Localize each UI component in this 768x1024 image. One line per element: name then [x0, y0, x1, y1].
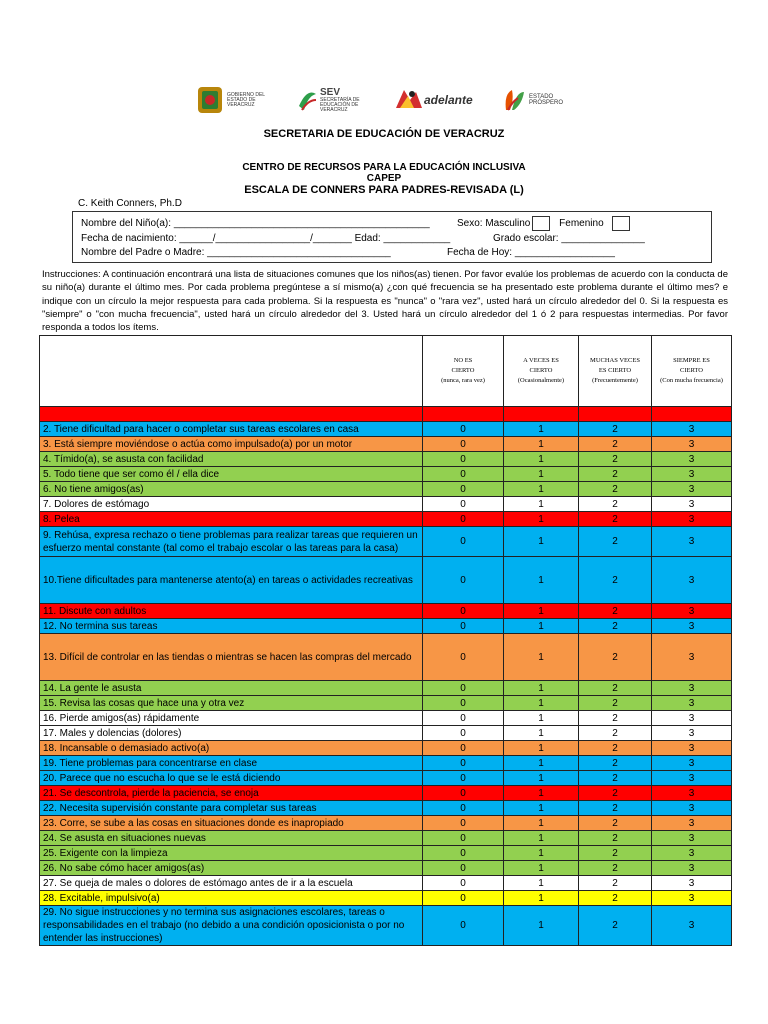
score-option[interactable]: 3: [652, 846, 732, 861]
score-option[interactable]: 3: [652, 422, 732, 437]
score-option[interactable]: 0: [423, 711, 504, 726]
score-option[interactable]: 2: [579, 437, 652, 452]
score-option[interactable]: 1: [504, 786, 579, 801]
score-option[interactable]: 0: [423, 681, 504, 696]
item-text: 3. Está siempre moviéndose o actúa como impulsado(a) por un motor: [40, 437, 423, 452]
score-option[interactable]: 1: [504, 634, 579, 681]
item-text: 12. No termina sus tareas: [40, 619, 423, 634]
table-row: [40, 437, 732, 452]
score-option[interactable]: 0: [423, 512, 504, 527]
score-option[interactable]: 3: [652, 891, 732, 906]
score-option[interactable]: 1: [504, 876, 579, 891]
femenino-checkbox[interactable]: [612, 216, 630, 231]
score-option[interactable]: 0: [423, 786, 504, 801]
score-option[interactable]: 0: [423, 876, 504, 891]
table-row: [40, 876, 732, 891]
item-text: 20. Parece que no escucha lo que se le está diciendo: [40, 771, 423, 786]
score-option[interactable]: 0: [423, 452, 504, 467]
score-option[interactable]: 3: [652, 634, 732, 681]
table-row: [40, 557, 732, 604]
score-option[interactable]: 2: [579, 696, 652, 711]
score-option[interactable]: 1: [504, 711, 579, 726]
score-option[interactable]: 2: [579, 422, 652, 437]
fecha-hoy-field[interactable]: Fecha de Hoy: __________________: [447, 247, 615, 258]
score-option[interactable]: 3: [652, 786, 732, 801]
escala-title: ESCALA DE CONNERS PARA PADRES-REVISADA (L): [244, 184, 524, 196]
score-option[interactable]: 1: [504, 467, 579, 482]
score-option[interactable]: 2: [579, 816, 652, 831]
item-text: 13. Difícil de controlar en las tiendas o mientras se hacen las compras del mercado: [40, 634, 423, 681]
score-option[interactable]: 2: [579, 512, 652, 527]
gobierno-text: GOBIERNO DEL ESTADO DE VERACRUZ: [227, 91, 265, 108]
score-option[interactable]: 0: [423, 497, 504, 512]
score-option[interactable]: 0: [423, 756, 504, 771]
score-option[interactable]: 2: [579, 557, 652, 604]
fecha-nacimiento-field[interactable]: Fecha de nacimiento: ______/_________________/_______ Edad: ____________: [81, 233, 451, 244]
empty-cell: [652, 407, 732, 422]
score-option[interactable]: 0: [423, 861, 504, 876]
table-row: [40, 467, 732, 482]
padre-field[interactable]: Nombre del Padre o Madre: _________________________________: [81, 247, 391, 258]
score-option[interactable]: 0: [423, 482, 504, 497]
sev-logo: [296, 84, 366, 116]
score-option[interactable]: 0: [423, 906, 504, 946]
score-option[interactable]: 1: [504, 891, 579, 906]
item-text: 21. Se descontrola, pierde la paciencia, se enoja: [40, 786, 423, 801]
score-option[interactable]: 2: [579, 527, 652, 557]
table-row: [40, 786, 732, 801]
column-header: NO ES CIERTO (nunca, rara vez): [423, 336, 504, 407]
logo-bar: [196, 84, 596, 118]
score-option[interactable]: 3: [652, 482, 732, 497]
item-text: 9. Rehúsa, expresa rechazo o tiene problemas para realizar tareas que requieren un esfuerzo mental constante (tal como el trabajo escolar o las tareas para la casa): [40, 527, 423, 557]
score-option[interactable]: 1: [504, 831, 579, 846]
capep-heading: CAPEP: [366, 173, 402, 184]
table-row: [40, 681, 732, 696]
score-option[interactable]: 2: [579, 786, 652, 801]
score-option[interactable]: 0: [423, 741, 504, 756]
score-option[interactable]: 3: [652, 452, 732, 467]
score-option[interactable]: 1: [504, 771, 579, 786]
item-text: 15. Revisa las cosas que hace una y otra vez: [40, 696, 423, 711]
score-option[interactable]: 0: [423, 801, 504, 816]
score-option[interactable]: 2: [579, 726, 652, 741]
score-option[interactable]: 3: [652, 711, 732, 726]
score-option[interactable]: 3: [652, 756, 732, 771]
score-option[interactable]: 2: [579, 467, 652, 482]
table-row: [40, 619, 732, 634]
student-info-box: [72, 211, 712, 263]
score-option[interactable]: 1: [504, 619, 579, 634]
table-row: [40, 407, 732, 422]
score-option[interactable]: 1: [504, 756, 579, 771]
table-row: [40, 482, 732, 497]
score-option[interactable]: 1: [504, 422, 579, 437]
table-row: [40, 604, 732, 619]
table-row: [40, 861, 732, 876]
table-row: [40, 756, 732, 771]
table-row: [40, 801, 732, 816]
estado-logo: [502, 84, 569, 116]
table-row: [40, 497, 732, 512]
item-text: 26. No sabe cómo hacer amigos(as): [40, 861, 423, 876]
table-row: [40, 711, 732, 726]
secretaria-heading: SECRETARIA DE EDUCACIÓN DE VERACRUZ: [263, 128, 505, 140]
table-row: [40, 726, 732, 741]
score-option[interactable]: 3: [652, 741, 732, 756]
score-option[interactable]: 0: [423, 634, 504, 681]
table-row: [40, 696, 732, 711]
sexo-field: [457, 216, 630, 231]
score-option[interactable]: 0: [423, 891, 504, 906]
score-option[interactable]: 3: [652, 831, 732, 846]
adelante-mark-icon: [394, 86, 424, 114]
score-option[interactable]: 3: [652, 437, 732, 452]
item-text: 25. Exigente con la limpieza: [40, 846, 423, 861]
score-option[interactable]: 3: [652, 816, 732, 831]
score-option[interactable]: 1: [504, 452, 579, 467]
score-option[interactable]: 2: [579, 482, 652, 497]
item-text: 6. No tiene amigos(as): [40, 482, 423, 497]
score-option[interactable]: 3: [652, 512, 732, 527]
estado-leaf-icon: [502, 86, 526, 114]
score-option[interactable]: 1: [504, 846, 579, 861]
score-option[interactable]: 3: [652, 876, 732, 891]
score-option[interactable]: 2: [579, 741, 652, 756]
item-text: 14. La gente le asusta: [40, 681, 423, 696]
score-option[interactable]: 1: [504, 604, 579, 619]
nombre-field[interactable]: Nombre del Niño(a): ______________________________________________: [81, 218, 430, 229]
score-option[interactable]: 2: [579, 861, 652, 876]
table-row: [40, 891, 732, 906]
item-text: 18. Incansable o demasiado activo(a): [40, 741, 423, 756]
sev-swoosh-icon: [296, 86, 318, 114]
veracruz-shield-icon: [196, 85, 224, 115]
item-text: 17. Males y dolencias (dolores): [40, 726, 423, 741]
table-row: [40, 831, 732, 846]
item-header-cell: [40, 336, 423, 407]
score-option[interactable]: 3: [652, 497, 732, 512]
veracruz-logo: [196, 84, 267, 116]
table-row: [40, 512, 732, 527]
sev-title: SEV: [320, 87, 341, 98]
score-option[interactable]: 2: [579, 906, 652, 946]
item-text: 23. Corre, se sube a las cosas en situaciones donde es inapropiado: [40, 816, 423, 831]
score-option[interactable]: 1: [504, 482, 579, 497]
score-option[interactable]: 2: [579, 634, 652, 681]
score-option[interactable]: 2: [579, 756, 652, 771]
score-option[interactable]: 1: [504, 726, 579, 741]
table-row: [40, 527, 732, 557]
score-option[interactable]: 3: [652, 557, 732, 604]
empty-cell: [423, 407, 504, 422]
score-option[interactable]: 2: [579, 452, 652, 467]
table-row: [40, 906, 732, 946]
table-row: [40, 846, 732, 861]
item-text: [40, 407, 423, 422]
score-option[interactable]: 0: [423, 846, 504, 861]
table-row: [40, 634, 732, 681]
item-text: 10.Tiene dificultades para mantenerse atento(a) en tareas o actividades recreativas: [40, 557, 423, 604]
score-option[interactable]: 1: [504, 696, 579, 711]
column-header: SIEMPRE ES CIERTO (Con mucha frecuencia): [652, 336, 732, 407]
column-header: A VECES ES CIERTO (Ocasionalmente): [504, 336, 579, 407]
empty-cell: [579, 407, 652, 422]
score-option[interactable]: 3: [652, 801, 732, 816]
empty-cell: [504, 407, 579, 422]
score-option[interactable]: 1: [504, 497, 579, 512]
grado-field[interactable]: Grado escolar: _______________: [493, 233, 645, 244]
table-row: [40, 452, 732, 467]
score-option[interactable]: 1: [504, 741, 579, 756]
score-option[interactable]: 0: [423, 771, 504, 786]
score-option[interactable]: 0: [423, 527, 504, 557]
conners-scale-table: [39, 335, 732, 946]
score-option[interactable]: 0: [423, 816, 504, 831]
score-option[interactable]: 3: [652, 467, 732, 482]
masculino-checkbox[interactable]: [532, 216, 550, 231]
table-row: [40, 771, 732, 786]
item-text: 2. Tiene dificultad para hacer o completar sus tareas escolares en casa: [40, 422, 423, 437]
score-option[interactable]: 3: [652, 906, 732, 946]
centro-heading: CENTRO DE RECURSOS PARA LA EDUCACIÓN INCLUSIVA: [242, 162, 526, 173]
score-option[interactable]: 3: [652, 771, 732, 786]
score-option[interactable]: 0: [423, 604, 504, 619]
score-option[interactable]: 3: [652, 619, 732, 634]
score-option[interactable]: 3: [652, 527, 732, 557]
instructions: Instrucciones: A continuación encontrará una lista de situaciones comunes que los niños(as) tienen. Por favor evalúe los problemas de acuerdo con la conducta de su niño(a) durante el último mes. Por cada problema pregúntese a sí mismo(a) ¿con qué frecuencia se ha presentado este problema durante el último mes? e indique con un círculo la mejor respuesta para cada problema. Si la respuesta es "nunca" o "rara vez", usted hará un círculo alrededor del 0. Si la respuesta es "siempre" o "con mucha frecuencia", usted hará un círculo alrededor del 3. Usted hará un círculo alrededor del 1 ó 2 para respuestas intermedias. Por favor responda a todos los ítems.: [42, 269, 728, 334]
adelante-text: adelante: [424, 93, 473, 107]
table-row: [40, 422, 732, 437]
femenino-label: Femenino: [559, 218, 604, 230]
item-text: 29. No sigue instrucciones y no termina sus asignaciones escolares, tareas o responsabilidades en el trabajo (no debido a una condición oposicionista o por no entender las instrucciones): [40, 906, 423, 946]
score-option[interactable]: 0: [423, 831, 504, 846]
score-option[interactable]: 1: [504, 801, 579, 816]
score-option[interactable]: 0: [423, 619, 504, 634]
score-option[interactable]: 2: [579, 497, 652, 512]
score-option[interactable]: 1: [504, 861, 579, 876]
score-option[interactable]: 1: [504, 681, 579, 696]
item-text: 27. Se queja de males o dolores de estómago antes de ir a la escuela: [40, 876, 423, 891]
masculino-label: Sexo: Masculino: [457, 218, 531, 230]
item-text: 24. Se asusta en situaciones nuevas: [40, 831, 423, 846]
item-text: 7. Dolores de estómago: [40, 497, 423, 512]
score-option[interactable]: 2: [579, 711, 652, 726]
score-option[interactable]: 2: [579, 831, 652, 846]
score-option[interactable]: 2: [579, 681, 652, 696]
item-text: 22. Necesita supervisión constante para completar sus tareas: [40, 801, 423, 816]
score-option[interactable]: 1: [504, 437, 579, 452]
adelante-logo: [394, 84, 473, 116]
score-option[interactable]: 2: [579, 876, 652, 891]
score-option[interactable]: 2: [579, 771, 652, 786]
item-text: 19. Tiene problemas para concentrarse en clase: [40, 756, 423, 771]
score-option[interactable]: 1: [504, 906, 579, 946]
score-option[interactable]: 1: [504, 816, 579, 831]
score-option[interactable]: 0: [423, 467, 504, 482]
score-option[interactable]: 0: [423, 726, 504, 741]
column-header: MUCHAS VECES ES CIERTO (Frecuentemente): [579, 336, 652, 407]
score-option[interactable]: 0: [423, 422, 504, 437]
item-text: 16. Pierde amigos(as) rápidamente: [40, 711, 423, 726]
score-option[interactable]: 1: [504, 557, 579, 604]
item-text: 11. Discute con adultos: [40, 604, 423, 619]
score-option[interactable]: 3: [652, 604, 732, 619]
table-row: [40, 816, 732, 831]
score-option[interactable]: 1: [504, 512, 579, 527]
score-option[interactable]: 1: [504, 527, 579, 557]
author: C. Keith Conners, Ph.D: [78, 198, 182, 209]
score-option[interactable]: 2: [579, 846, 652, 861]
score-option[interactable]: 0: [423, 696, 504, 711]
score-option[interactable]: 3: [652, 696, 732, 711]
table-header-row: [40, 336, 732, 407]
score-option[interactable]: 0: [423, 437, 504, 452]
score-option[interactable]: 2: [579, 801, 652, 816]
estado-text: ESTADO PRÓSPERO: [529, 94, 564, 106]
item-text: 28. Excitable, impulsivo(a): [40, 891, 423, 906]
score-option[interactable]: 2: [579, 604, 652, 619]
score-option[interactable]: 3: [652, 861, 732, 876]
item-text: 5. Todo tiene que ser como él / ella dice: [40, 467, 423, 482]
table-row: [40, 741, 732, 756]
score-option[interactable]: 2: [579, 619, 652, 634]
item-text: 4. Tímido(a), se asusta con facilidad: [40, 452, 423, 467]
score-option[interactable]: 0: [423, 557, 504, 604]
item-text: 8. Pelea: [40, 512, 423, 527]
sev-subtitle: SECRETARÍA DE EDUCACIÓN DE VERACRUZ: [320, 97, 360, 113]
score-option[interactable]: 3: [652, 726, 732, 741]
score-option[interactable]: 2: [579, 891, 652, 906]
score-option[interactable]: 3: [652, 681, 732, 696]
